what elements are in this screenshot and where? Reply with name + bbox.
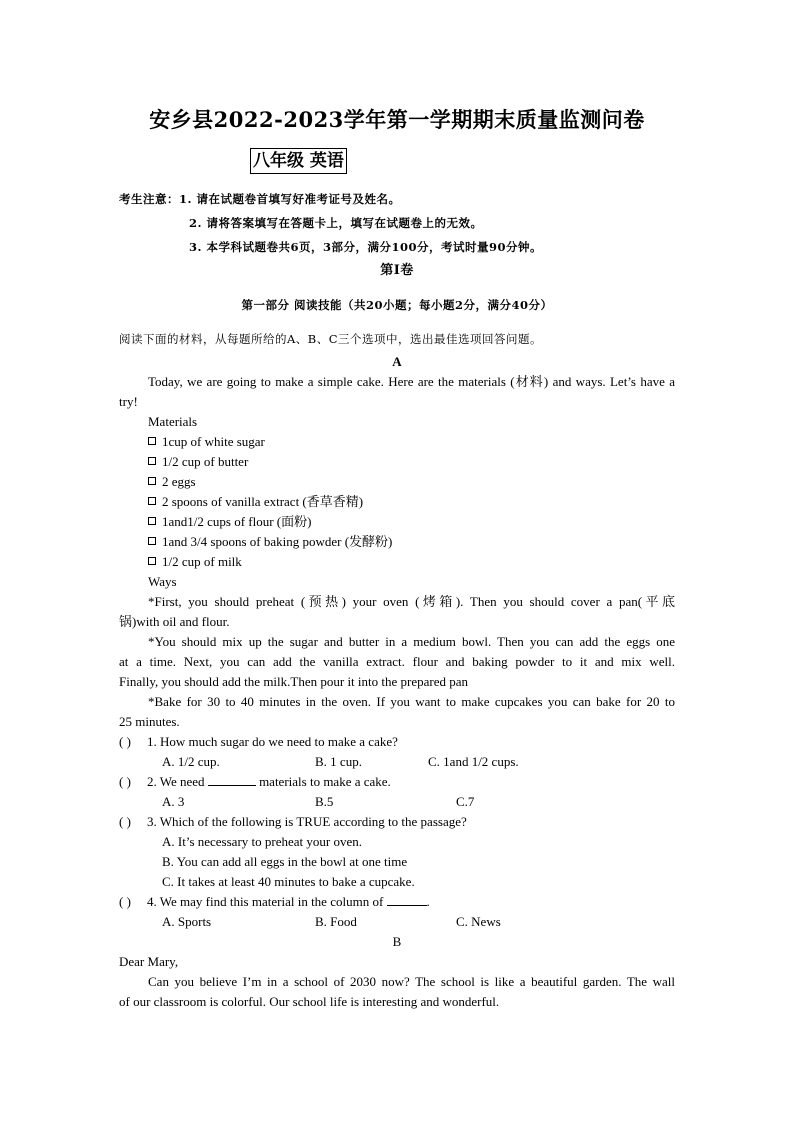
checkbox-icon	[148, 557, 156, 565]
answer-blank[interactable]: ( )	[119, 894, 131, 909]
answer-blank[interactable]: ( )	[119, 774, 131, 789]
option-b[interactable]: B.5	[315, 794, 334, 809]
subject-box: 八年级 英语	[250, 148, 347, 174]
passage-b-label: B	[392, 934, 402, 949]
question-stem: 1. How much sugar do we need to make a cake?	[147, 734, 398, 749]
fill-blank[interactable]	[208, 773, 256, 786]
step-2: *You should mix up the sugar and butter in a medium bowl. Then you can add the eggs one	[148, 634, 675, 649]
passage-a-label: A	[392, 354, 402, 369]
checkbox-icon	[148, 537, 156, 545]
part-heading: 第一部分 阅读技能（共20小题；每小题2分，满分40分）	[241, 298, 553, 312]
materials-heading: Materials	[148, 414, 198, 429]
question-stem: 4. We may find this material in the column of	[147, 894, 387, 909]
option-a[interactable]: A. 1/2 cup.	[162, 754, 220, 769]
answer-blank[interactable]: ( )	[119, 814, 131, 829]
note-item: 1. 请在试题卷首填写好准考证号及姓名。	[179, 192, 401, 206]
option-a[interactable]: A. 3	[162, 794, 185, 809]
option-b[interactable]: B. 1 cup.	[315, 754, 362, 769]
notes-label-line	[119, 189, 675, 209]
question-stem: 3. Which of the following is TRUE according to the passage?	[147, 814, 467, 829]
note-item: 3. 本学科试题卷共6页，3部分，满分100分，考试时量90分钟。	[189, 240, 543, 254]
step-1-cont: 锅)with oil and flour.	[119, 614, 230, 629]
volume-heading: 第Ⅰ卷	[380, 263, 414, 278]
question-4	[119, 892, 675, 912]
note-item: 2. 请将答案填写在答题卡上，填写在试题卷上的无效。	[189, 216, 483, 230]
question-2	[119, 772, 675, 792]
step-2-cont: at a time. Next, you can add the vanilla extract. flour and baking powder to it and mix well.	[119, 654, 675, 669]
question-1	[119, 732, 675, 752]
checkbox-icon	[148, 437, 156, 445]
step-3: *Bake for 30 to 40 minutes in the oven. If you want to make cupcakes you can bake for 20 to	[148, 694, 675, 709]
option-c[interactable]: C. 1and 1/2 cups.	[428, 754, 519, 769]
material-item: 2 spoons of vanilla extract (香草香精)	[148, 492, 704, 512]
option-b[interactable]: B. You can add all eggs in the bowl at one time	[162, 854, 408, 869]
checkbox-icon	[148, 477, 156, 485]
material-item: 1and1/2 cups of flour (面粉)	[148, 512, 704, 532]
option-c[interactable]: C. News	[456, 914, 501, 929]
question-stem-end: materials to make a cake.	[255, 774, 391, 789]
ways-heading: Ways	[148, 574, 177, 589]
question-stem: 2. We need	[147, 774, 208, 789]
letter-body-cont: of our classroom is colorful. Our school life is interesting and wonderful.	[119, 994, 500, 1009]
instruction: 阅读下面的材料，从每题所给的A、B、C三个选项中，选出最佳选项回答问题。	[119, 332, 543, 346]
step-1: *First, you should preheat (预热) your oven (烤箱). Then you should cover a pan(平底	[148, 594, 675, 609]
option-c[interactable]: C.7	[456, 794, 475, 809]
material-item: 1/2 cup of milk	[148, 552, 704, 572]
checkbox-icon	[148, 497, 156, 505]
fill-blank[interactable]	[387, 893, 427, 906]
option-a[interactable]: A. Sports	[162, 914, 212, 929]
step-2-cont: Finally, you should add the milk.Then pour it into the prepared pan	[119, 674, 469, 689]
material-item: 1/2 cup of butter	[148, 452, 704, 472]
question-3	[119, 812, 675, 832]
question-stem-end: .	[426, 894, 430, 909]
option-c[interactable]: C. It takes at least 40 minutes to bake a cupcake.	[162, 874, 415, 889]
letter-greeting: Dear Mary,	[119, 954, 179, 969]
answer-blank[interactable]: ( )	[119, 734, 131, 749]
passage-a-intro: Today, we are going to make a simple cake. Here are the materials (材料) and ways. Let’s have a	[148, 374, 675, 389]
letter-body: Can you believe I’m in a school of 2030 now? The school is like a beautiful garden. The wall	[148, 974, 675, 989]
exam-title: 安乡县2022-2023学年第一学期期末质量监测问卷	[149, 107, 645, 132]
checkbox-icon	[148, 457, 156, 465]
notes-label: 考生注意：	[119, 192, 179, 206]
step-3-cont: 25 minutes.	[119, 714, 180, 729]
checkbox-icon	[148, 517, 156, 525]
option-a[interactable]: A. It’s necessary to preheat your oven.	[162, 834, 362, 849]
material-item: 1and 3/4 spoons of baking powder (发酵粉)	[148, 532, 704, 552]
passage-a-intro-cont: try!	[119, 394, 138, 409]
option-b[interactable]: B. Food	[315, 914, 357, 929]
material-item: 1cup of white sugar	[148, 432, 704, 452]
material-item: 2 eggs	[148, 472, 704, 492]
